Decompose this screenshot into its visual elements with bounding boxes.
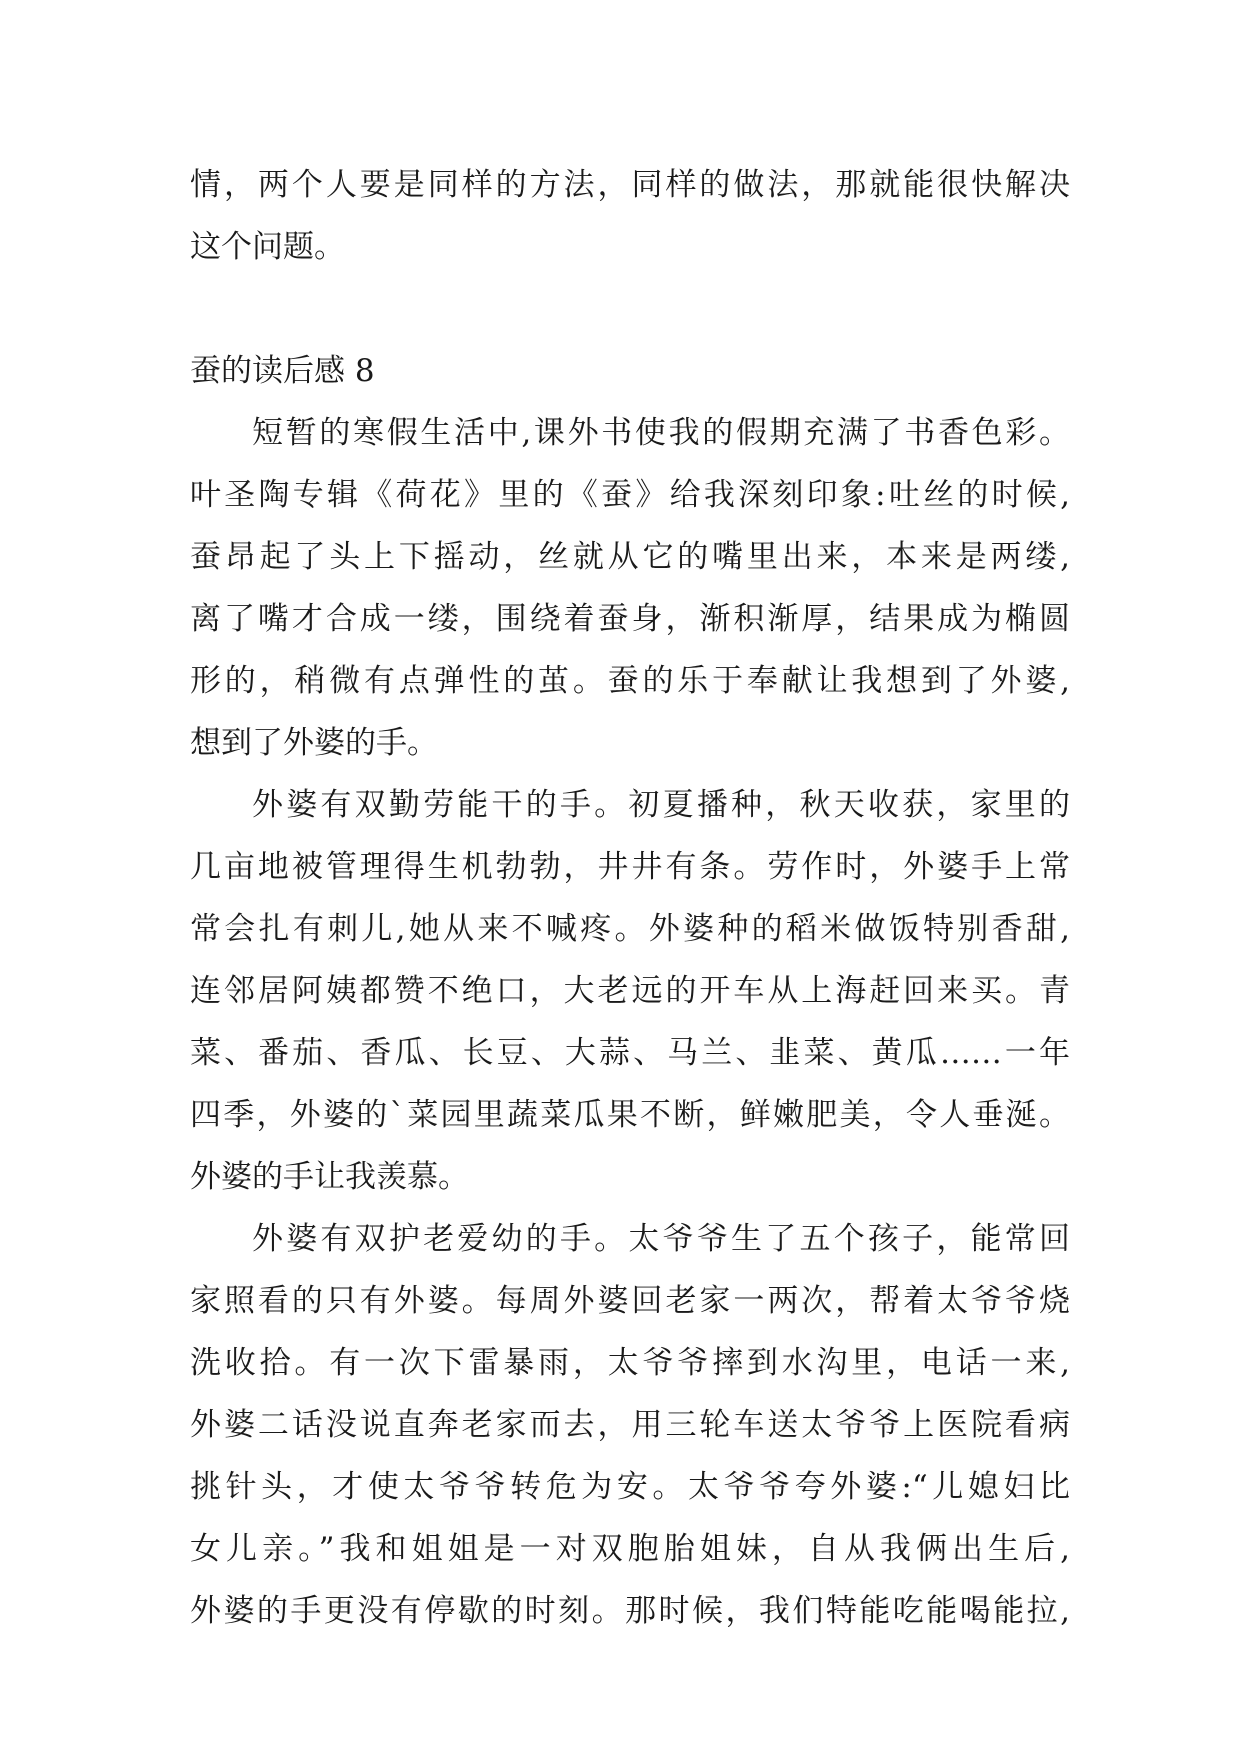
text-line: 叶圣陶专辑《荷花》里的《蚕》给我深刻印象:吐丝的时候, [190, 477, 1070, 513]
paragraph [190, 1208, 1070, 1642]
text-line: 这个问题。 [190, 229, 345, 265]
text-line: 外婆的手更没有停歇的时刻。那时候，我们特能吃能喝能拉, [190, 1593, 1070, 1629]
text-line: 外婆有双护老爱幼的手。太爷爷生了五个孩子，能常回 [252, 1221, 1070, 1257]
text-line: 几亩地被管理得生机勃勃，井井有条。劳作时，外婆手上常 [190, 849, 1070, 885]
text-line: 连邻居阿姨都赞不绝口，大老远的开车从上海赶回来买。青 [190, 973, 1070, 1009]
text-line: 外婆有双勤劳能干的手。初夏播种，秋天收获，家里的 [252, 787, 1070, 823]
paragraph-continued [190, 154, 1070, 278]
text-line: 离了嘴才合成一缕，围绕着蚕身，渐积渐厚，结果成为椭圆 [190, 601, 1070, 637]
text-line: 想到了外婆的手。 [190, 725, 438, 761]
text-line: 短暂的寒假生活中,课外书使我的假期充满了书香色彩。 [252, 415, 1070, 451]
text-line: 女儿亲。”我和姐姐是一对双胞胎姐妹，自从我俩出生后, [190, 1531, 1070, 1567]
text-line: 蚕昂起了头上下摇动，丝就从它的嘴里出来，本来是两缕, [190, 539, 1070, 575]
text-line: 四季，外婆的`菜园里蔬菜瓜果不断，鲜嫩肥美，令人垂涎。 [190, 1097, 1070, 1133]
text-line: 常会扎有刺儿,她从来不喊疼。外婆种的稻米做饭特别香甜, [190, 911, 1070, 947]
text-line: 洗收拾。有一次下雷暴雨，太爷爷摔到水沟里，电话一来, [190, 1345, 1070, 1381]
document-body [190, 154, 1070, 1642]
paragraph-gap [190, 278, 1070, 340]
text-line: 家照看的只有外婆。每周外婆回老家一两次，帮着太爷爷烧 [190, 1283, 1070, 1319]
text-line: 外婆二话没说直奔老家而去，用三轮车送太爷爷上医院看病 [190, 1407, 1070, 1443]
text-line: 形的，稍微有点弹性的茧。蚕的乐于奉献让我想到了外婆, [190, 663, 1070, 699]
text-line: 菜、番茄、香瓜、长豆、大蒜、马兰、韭菜、黄瓜……一年 [190, 1035, 1070, 1071]
paragraph [190, 402, 1070, 774]
text-line: 外婆的手让我羡慕。 [190, 1159, 469, 1195]
text-line: 情，两个人要是同样的方法，同样的做法，那就能很快解决 [190, 167, 1070, 203]
paragraph [190, 774, 1070, 1208]
section-heading: 蚕的读后感 8 [190, 353, 375, 389]
text-line: 挑针头，才使太爷爷转危为安。太爷爷夸外婆:“儿媳妇比 [190, 1469, 1070, 1505]
